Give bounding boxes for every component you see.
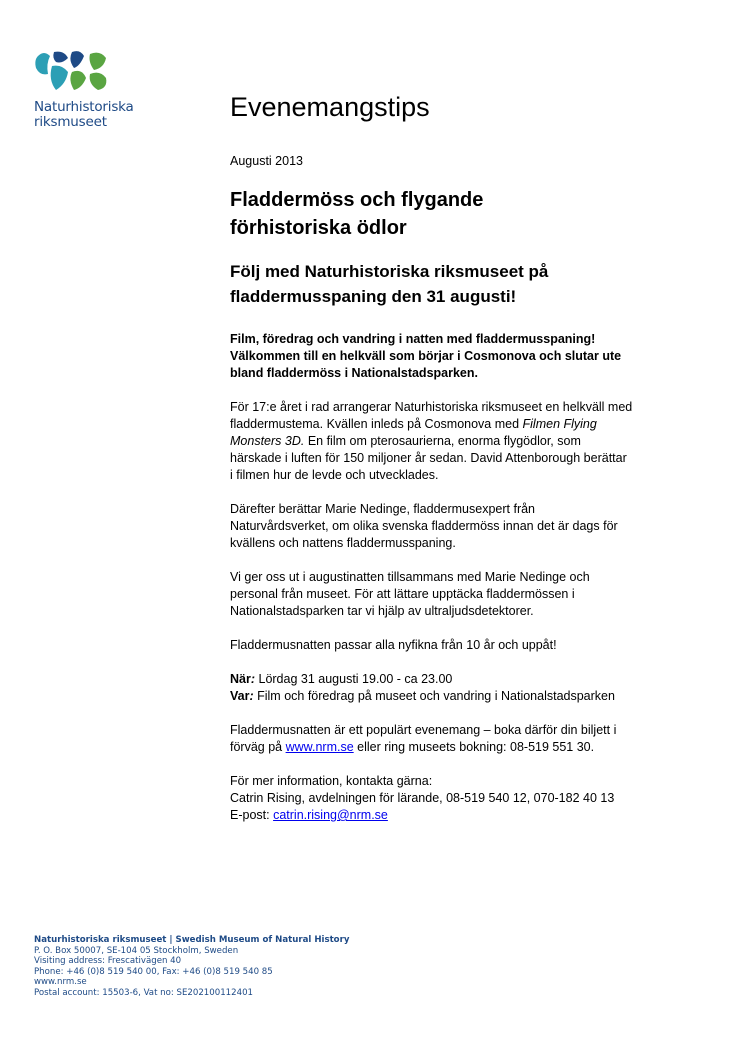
event-details <box>230 671 700 705</box>
text-line <box>230 416 700 433</box>
when-value: Lördag 31 augusti 19.00 - ca 23.00 <box>255 672 453 686</box>
text-span: förväg på <box>230 740 286 754</box>
footer-org-name: Naturhistoriska riksmuseet | Swedish Museum of Natural History <box>34 935 350 945</box>
where-colon: : <box>249 689 254 703</box>
text-span: eller ring museets bokning: 08-519 551 30. <box>353 740 595 754</box>
subheadline <box>230 259 700 309</box>
lead-paragraph <box>230 331 700 382</box>
where-line <box>230 688 700 705</box>
text-span: fladdermustema. Kvällen inleds på Cosmonova med <box>230 417 523 431</box>
contact-intro: För mer information, kontakta gärna: <box>230 774 433 788</box>
film-title: Filmen Flying <box>522 417 597 431</box>
subheadline-line: Följ med Naturhistoriska riksmuseet på <box>230 262 549 281</box>
paragraph-lecture <box>230 501 700 552</box>
lead-line: bland fladdermöss i Nationalstadsparken. <box>230 366 478 380</box>
museum-logo <box>34 50 164 130</box>
email-label: E-post: <box>230 808 274 822</box>
text-line: Fladdermusnatten är ett populärt evenemang – boka därför din biljett i <box>230 723 617 737</box>
email-link[interactable]: catrin.rising@nrm.se <box>273 808 388 822</box>
paragraph-intro <box>230 399 700 484</box>
text-line: Nationalstadsparken tar vi hjälp av ultraljudsdetektorer. <box>230 604 534 618</box>
logo-wordmark <box>34 100 164 130</box>
footer-line: Phone: +46 (0)8 519 540 00, Fax: +46 (0)8 519 540 85 <box>34 966 273 977</box>
footer-line: Postal account: 15503-6, Vat no: SE202100112401 <box>34 987 254 998</box>
text-line: kvällens och nattens fladdermusspaning. <box>230 536 456 550</box>
lead-line: Välkommen till en helkväll som börjar i Cosmonova och slutar ute <box>230 349 622 363</box>
contact-email-line <box>230 807 700 824</box>
when-colon: : <box>250 672 256 686</box>
text-span: En film om pterosaurierna, enorma flygödlor, som <box>304 434 581 448</box>
contact-info <box>230 773 700 824</box>
logo-line: riksmuseet <box>34 114 107 130</box>
footer-line: www.nrm.se <box>34 977 87 988</box>
document-title: Evenemangstips <box>230 92 430 122</box>
text-line: Vi ger oss ut i augustinatten tillsammans med Marie Nedinge och <box>230 570 590 584</box>
subheadline-line: fladdermusspaning den 31 augusti! <box>230 287 517 306</box>
paragraph-audience: Fladdermusnatten passar alla nyfikna från 10 år och uppåt! <box>230 638 557 652</box>
headline-line: förhistoriska ödlor <box>230 217 407 239</box>
film-title: Monsters 3D. <box>230 434 305 448</box>
headline <box>230 186 700 242</box>
logo-line: Naturhistoriska <box>34 99 134 115</box>
where-label: Var <box>230 689 250 703</box>
where-value: Film och föredrag på museet och vandring i Nationalstadsparken <box>253 689 615 703</box>
text-line: härskade i luften för 150 miljoner år sedan. David Attenborough berättar <box>230 451 627 465</box>
paragraph-walk <box>230 569 700 620</box>
release-date: Augusti 2013 <box>230 154 303 168</box>
paragraph-booking <box>230 722 700 756</box>
museum-logo-mark <box>34 50 110 92</box>
when-line <box>230 671 700 688</box>
when-label: När <box>230 672 251 686</box>
text-line <box>230 433 700 450</box>
footer-address <box>34 935 349 999</box>
lead-line: Film, föredrag och vandring i natten med fladdermusspaning! <box>230 332 596 346</box>
press-release <box>230 90 700 824</box>
text-line: i filmen hur de levde och utvecklades. <box>230 468 439 482</box>
footer-line: P. O. Box 50007, SE-104 05 Stockholm, Sweden <box>34 945 239 956</box>
text-line: Naturvårdsverket, om olika svenska fladdermöss innan det är dags för <box>230 519 618 533</box>
website-link[interactable]: www.nrm.se <box>285 740 354 754</box>
headline-line: Fladdermöss och flygande <box>230 189 484 211</box>
footer-line: Visiting address: Frescativägen 40 <box>34 956 182 967</box>
text-line: personal från museet. För att lättare upptäcka fladdermössen i <box>230 587 575 601</box>
text-line: För 17:e året i rad arrangerar Naturhistoriska riksmuseet en helkväll med <box>230 400 633 414</box>
text-line <box>230 739 700 756</box>
contact-person: Catrin Rising, avdelningen för lärande, 08-519 540 12, 070-182 40 13 <box>230 791 615 805</box>
text-line: Därefter berättar Marie Nedinge, fladdermusexpert från <box>230 502 536 516</box>
